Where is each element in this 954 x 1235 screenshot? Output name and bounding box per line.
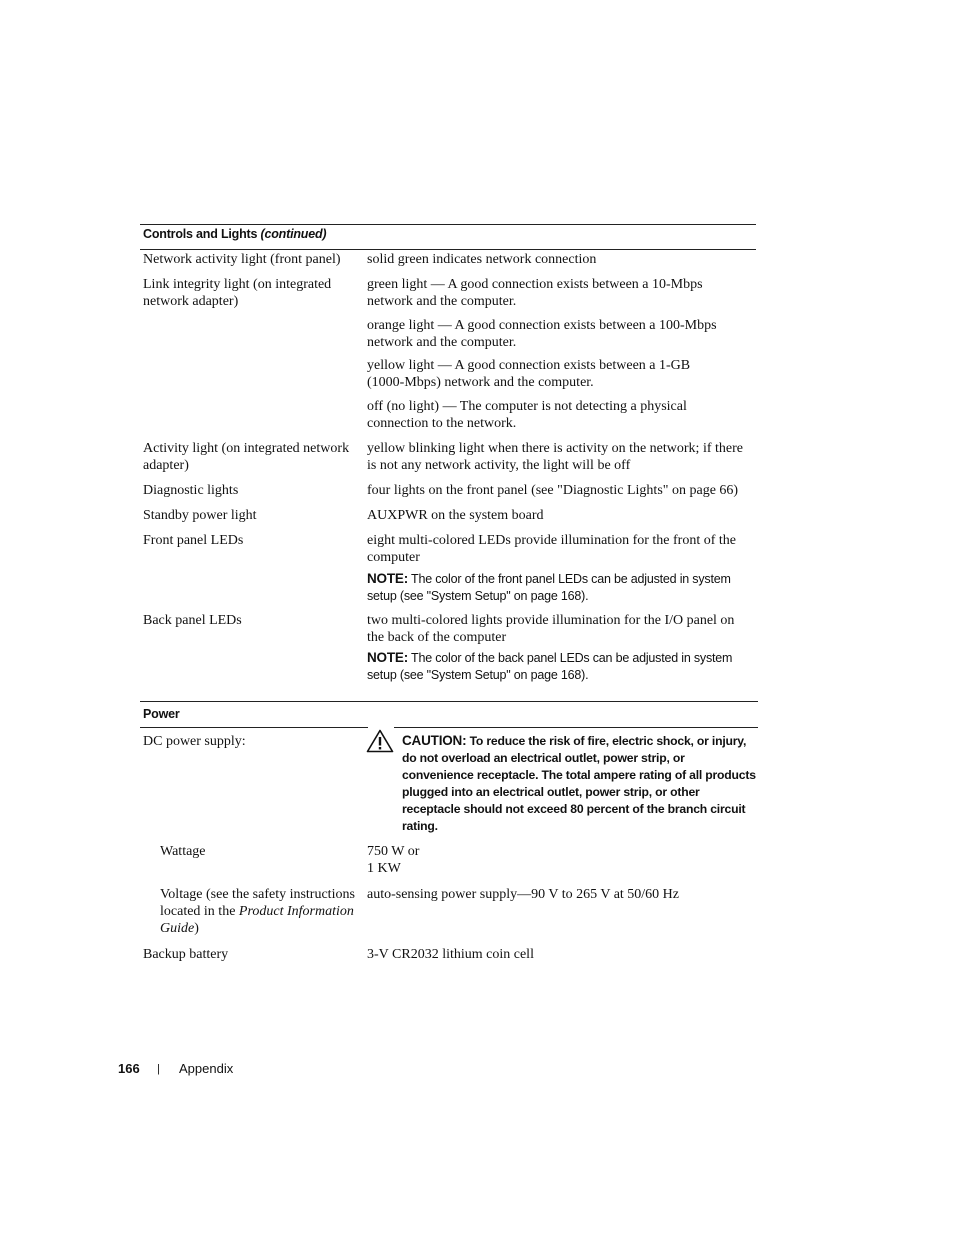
row-value-link-off: off (no light) — The computer is not detecting a physical connection to the network. [367,399,687,431]
row-value-standby: AUXPWR on the system board [367,508,544,523]
note-back-leds [367,649,752,684]
section-title-text: Controls and Lights [143,227,258,241]
section-title-controls-lights [143,227,326,241]
row-value-activity: yellow blinking light when there is activity on the network; if there is not any network activity, the light will be off [367,441,743,473]
row-value-diagnostic: four lights on the front panel (see "Diagnostic Lights" on page 66) [367,483,739,498]
footer-separator: | [157,1063,160,1075]
power-top-rule [140,701,758,702]
row-label-dc-power: DC power supply: [143,734,246,749]
page-number: 166 [118,1061,140,1076]
caution-icon [366,729,394,753]
power-header-rule-left [140,727,368,728]
row-label-standby: Standby power light [143,508,257,523]
section-title-suffix: (continued) [260,227,327,241]
row-label-link-integrity: Link integrity light (on integrated network adapter) [143,277,332,309]
header-rule [140,249,756,250]
row-value-front-leds: eight multi-colored LEDs provide illumination for the front of the computer [367,533,736,565]
note-label: NOTE: [367,650,408,665]
voltage-label-pre: Voltage (see the safety instructions located in the [160,887,355,919]
row-label-wattage: Wattage [160,844,206,859]
top-rule [140,224,756,225]
note-label: NOTE: [367,571,408,586]
note-front-leds [367,570,752,605]
row-label-back-leds: Back panel LEDs [143,613,242,628]
row-label-activity: Activity light (on integrated network adapter) [143,441,350,473]
row-value-link-green: green light — A good connection exists between a 10-Mbps network and the computer. [367,277,703,309]
wattage-line-2: 1 KW [367,861,401,876]
voltage-label-guide: Product Information Guide [160,904,354,936]
row-value-voltage: auto-sensing power supply—90 V to 265 V at 50/60 Hz [367,887,680,902]
row-label-front-leds: Front panel LEDs [143,533,244,548]
note-text: The color of the front panel LEDs can be adjusted in system setup (see "System Setup" on page 168). [367,572,731,603]
power-header-rule-right [394,727,758,728]
section-title-power: Power [143,707,180,721]
row-label-diagnostic: Diagnostic lights [143,483,239,498]
row-value-link-yellow: yellow light — A good connection exists between a 1-GB (1000-Mbps) network and the computer. [367,358,691,390]
row-value-link-orange: orange light — A good connection exists between a 100-Mbps network and the computer. [367,318,717,350]
row-label-voltage [160,886,360,937]
row-label-battery: Backup battery [143,947,229,962]
note-text: The color of the back panel LEDs can be adjusted in system setup (see "System Setup" on page 168). [367,651,733,682]
caution-body: To reduce the risk of fire, electric shock, or injury, do not overload an electrical outlet, power strip, or convenience receptacle. The total ampere rating of all products plugged into an electrical outlet, power strip, or other receptacle should not exceed 80 percent of the branch circuit rating. [402,734,756,833]
wattage-line-1: 750 W or [367,844,420,859]
caution-text-block [402,732,758,835]
row-value-battery: 3-V CR2032 lithium coin cell [367,947,534,962]
caution-label: CAUTION: [402,733,467,748]
row-value-wattage [367,843,752,877]
voltage-label-post: ) [194,921,199,936]
footer-section: Appendix [179,1061,234,1076]
row-label-network-activity: Network activity light (front panel) [143,252,341,267]
row-value-back-leds: two multi-colored lights provide illumination for the I/O panel on the back of the computer [367,613,735,645]
row-value-network-activity: solid green indicates network connection [367,252,597,267]
